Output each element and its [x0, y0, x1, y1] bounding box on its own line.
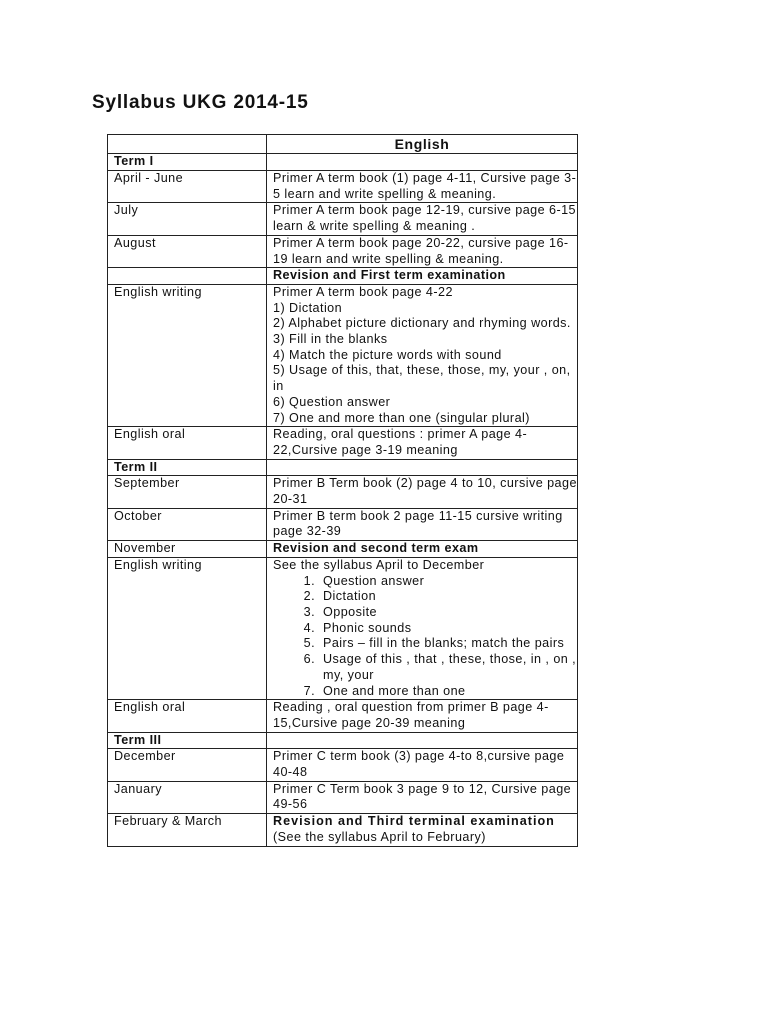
- empty-cell: [267, 459, 578, 476]
- table-row: [108, 557, 578, 699]
- list-item: 3. Opposite: [319, 605, 577, 621]
- syllabus-text: Primer A term book (1) page 4-11, Cursive page 3-5 learn and write spelling & meaning.: [267, 171, 578, 203]
- syllabus-text: Primer B Term book (2) page 4 to 10, cursive page 20-31: [267, 476, 578, 508]
- subject-heading: English: [267, 135, 578, 154]
- syllabus-text: Reading , oral question from primer B page 4-15,Cursive page 20-39 meaning: [267, 700, 578, 732]
- syllabus-text: Primer C term book (3) page 4-to 8,cursive page 40-48: [267, 749, 578, 781]
- month-label: October: [108, 508, 267, 540]
- table-row: [108, 268, 578, 285]
- empty-cell: [267, 732, 578, 749]
- list-item: 3) Fill in the blanks: [273, 332, 388, 347]
- page-title: Syllabus UKG 2014-15: [92, 92, 309, 113]
- syllabus-list-cell: [267, 557, 578, 699]
- syllabus-text: Primer C Term book 3 page 9 to 12, Cursive page 49-56: [267, 781, 578, 813]
- syllabus-table: [107, 134, 578, 847]
- syllabus-text: Primer A term book page 12-19, cursive page 6-15 learn & write spelling & meaning .: [267, 203, 578, 235]
- syllabus-intro: Primer A term book page 4-22: [273, 284, 453, 299]
- list-item: 1) Dictation: [273, 300, 343, 315]
- syllabus-note: (See the syllabus April to February): [273, 829, 486, 844]
- section-label: English writing: [108, 557, 267, 699]
- month-label: December: [108, 749, 267, 781]
- month-label: February & March: [108, 814, 267, 846]
- month-label: November: [108, 541, 267, 558]
- table-row: [108, 171, 578, 203]
- table-row: [108, 749, 578, 781]
- section-label: English writing: [108, 284, 267, 426]
- list-item: 4) Match the picture words with sound: [273, 347, 502, 362]
- month-label: September: [108, 476, 267, 508]
- list-item: 5) Usage of this, that, these, those, my, your , on, in: [273, 363, 571, 394]
- table-row: [108, 508, 578, 540]
- empty-cell: [267, 154, 578, 171]
- term-row: [108, 154, 578, 171]
- list-item: 5. Pairs – fill in the blanks; match the pairs: [319, 636, 577, 652]
- empty-cell: [108, 268, 267, 285]
- table-row: [108, 203, 578, 235]
- list-item: 6) Question answer: [273, 394, 391, 409]
- term-label: Term I: [108, 154, 267, 171]
- syllabus-text: Primer A term book page 20-22, cursive page 16-19 learn and write spelling & meaning.: [267, 235, 578, 267]
- syllabus-list-cell: [267, 814, 578, 846]
- header-left-cell: [108, 135, 267, 154]
- table-row: [108, 814, 578, 846]
- revision-text: Revision and Third terminal examination: [273, 814, 555, 829]
- section-label: English oral: [108, 427, 267, 459]
- term-label: Term III: [108, 732, 267, 749]
- month-label: August: [108, 235, 267, 267]
- table-row: [108, 700, 578, 732]
- month-label: April - June: [108, 171, 267, 203]
- table-row: [108, 284, 578, 426]
- table-row: [108, 476, 578, 508]
- list-item: 4. Phonic sounds: [319, 621, 577, 637]
- table-row: [108, 781, 578, 813]
- table-header-row: [108, 135, 578, 154]
- revision-text: Revision and second term exam: [267, 541, 578, 558]
- table-row: [108, 541, 578, 558]
- list-item: 6. Usage of this , that , these, those, in , on , my, your: [319, 652, 577, 683]
- table-row: [108, 235, 578, 267]
- numbered-list: [273, 574, 577, 700]
- table-row: [108, 427, 578, 459]
- list-item: 7) One and more than one (singular plural): [273, 410, 530, 425]
- term-label: Term II: [108, 459, 267, 476]
- revision-text: Revision and First term examination: [267, 268, 578, 285]
- list-item: 7. One and more than one: [319, 684, 577, 700]
- syllabus-text: Reading, oral questions : primer A page 4-22,Cursive page 3-19 meaning: [267, 427, 578, 459]
- list-item: 2. Dictation: [319, 589, 577, 605]
- term-row: [108, 732, 578, 749]
- list-item: 1. Question answer: [319, 574, 577, 590]
- syllabus-list-cell: [267, 284, 578, 426]
- section-label: English oral: [108, 700, 267, 732]
- list-item: 2) Alphabet picture dictionary and rhyming words.: [273, 316, 571, 331]
- term-row: [108, 459, 578, 476]
- syllabus-intro: See the syllabus April to December: [273, 557, 485, 572]
- syllabus-text: Primer B term book 2 page 11-15 cursive writing page 32-39: [267, 508, 578, 540]
- month-label: July: [108, 203, 267, 235]
- month-label: January: [108, 781, 267, 813]
